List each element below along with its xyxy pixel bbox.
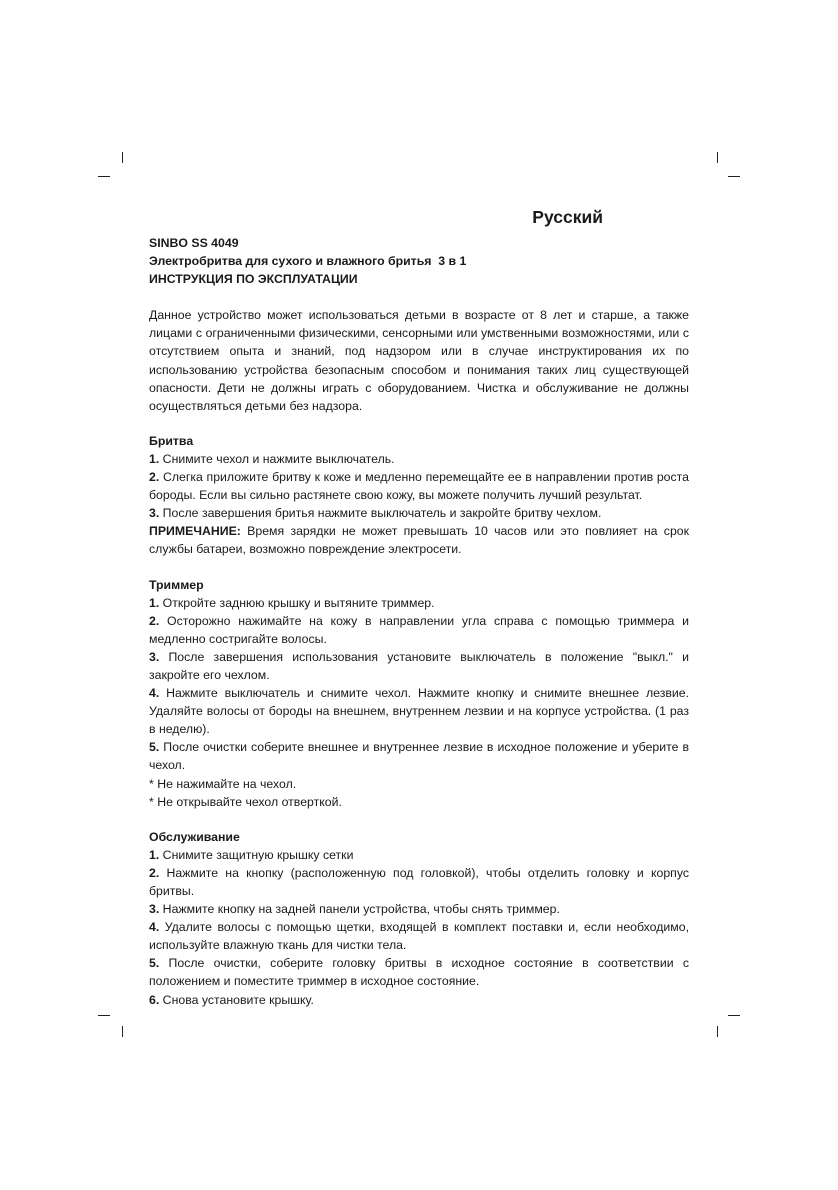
crop-mark-bottom-right-horizontal [728,1015,740,1016]
step-number: 1. [149,595,160,610]
step-text: Удалите волосы с помощью щетки, входящей в комплект поставки и, если необходимо, используйте влажную ткань для чистки тела. [149,920,689,953]
step-text: Нажмите на кнопку (расположенную под головкой), чтобы отделить головку и корпус бритвы. [149,865,689,898]
step-number: 3. [149,902,160,917]
crop-mark-bottom-left-vertical [122,1026,123,1037]
shaving-section [149,432,689,559]
step-text: Нажмите выключатель и снимите чехол. Нажмите кнопку и снимите внешнее лезвие. Удаляйте волосы от бороды на внешнем, внутреннем лезвии и на корпусе устройства. (1 раз в неделю). [149,686,689,737]
note-label: ПРИМЕЧАНИЕ: [149,524,241,539]
trimmer-step [149,648,689,684]
shaving-step [149,450,689,468]
model-name: SINBO SS 4049 [149,236,239,250]
step-text: После очистки, соберите головку бритвы в исходное состояние в соответствии с положением и поместите триммер в исходное состояние. [149,956,689,989]
maintenance-step [149,864,689,900]
trimmer-step [149,738,689,774]
crop-mark-bottom-left-horizontal [98,1015,110,1016]
maintenance-section [149,828,689,1009]
crop-mark-top-left-horizontal [98,176,110,177]
crop-mark-top-right-vertical [717,152,718,163]
maintenance-step [149,954,689,990]
crop-mark-top-left-vertical [122,152,123,163]
manual-page [149,206,689,1009]
maintenance-step [149,846,689,864]
shaving-note [149,522,689,558]
step-number: 5. [149,740,160,755]
maintenance-step [149,991,689,1009]
step-text: После очистки соберите внешнее и внутреннее лезвие в исходное положение и уберите в чехол. [149,740,689,773]
step-number: 4. [149,920,160,935]
step-text: Осторожно нажимайте на кожу в направлении угла справа с помощью триммера и медленно состригайте волосы. [149,613,689,646]
note-text: Время зарядки не может превышать 10 часов или это повлияет на срок службы батареи, возможно повреждение электросети. [149,524,689,557]
step-number: 4. [149,686,160,701]
step-number: 5. [149,956,160,971]
trimmer-section [149,576,689,811]
step-text: Откройте заднюю крышку и вытяните триммер. [159,595,435,610]
section-title-shaving: Бритва [149,433,194,448]
trimmer-step [149,594,689,612]
step-number: 3. [149,506,160,521]
step-text: Нажмите кнопку на задней панели устройства, чтобы снять триммер. [159,902,560,917]
section-title-trimmer: Триммер [149,577,204,592]
step-text: После завершения бритья нажмите выключатель и закройте бритву чехлом. [159,506,602,521]
step-text: После завершения использования установите выключатель в положение "выкл." и закройте его чехлом. [149,649,689,682]
step-text: Снимите чехол и нажмите выключатель. [159,451,395,466]
intro-paragraph: Данное устройство может использоваться детьми в возрасте от 8 лет и старше, а также лицами с ограниченными физическими, сенсорными или умственными возможностями, или с отсутствием опыта и знаний, под надзором или в случае инструктирования их по использованию устройства безопасным способом и понимания таких лиц существующей опасности. Дети не должны играть с оборудованием. Чистка и обслуживание не должны осуществляться детьми без надзора. [149,308,689,413]
step-number: 2. [149,613,160,628]
step-number: 6. [149,992,160,1007]
trimmer-warning: * Не открывайте чехол отверткой. [149,794,342,809]
step-text: Снимите защитную крышку сетки [159,847,354,862]
section-title-maintenance: Обслуживание [149,829,240,844]
manual-title: ИНСТРУКЦИЯ ПО ЭКСПЛУАТАЦИИ [149,272,358,287]
shaving-step [149,504,689,522]
crop-mark-top-right-horizontal [728,176,740,177]
step-number: 2. [149,865,160,880]
maintenance-step [149,900,689,918]
step-number: 1. [149,847,160,862]
maintenance-step [149,918,689,954]
trimmer-step [149,684,689,738]
step-number: 2. [149,470,160,485]
product-name: Электробритва для сухого и влажного бритья 3 в 1 [149,254,467,269]
trimmer-warning: * Не нажимайте на чехол. [149,776,297,791]
step-number: 3. [149,649,160,664]
trimmer-step [149,612,689,648]
step-text: Снова установите крышку. [159,992,314,1007]
shaving-step [149,468,689,504]
step-number: 1. [149,451,160,466]
crop-mark-bottom-right-vertical [717,1026,718,1037]
language-title: Русский [532,207,603,227]
step-text: Слегка приложите бритву к коже и медленно перемещайте ее в направлении против роста бороды. Если вы сильно растянете свою кожу, вы можете получить лучший результат. [149,470,689,503]
